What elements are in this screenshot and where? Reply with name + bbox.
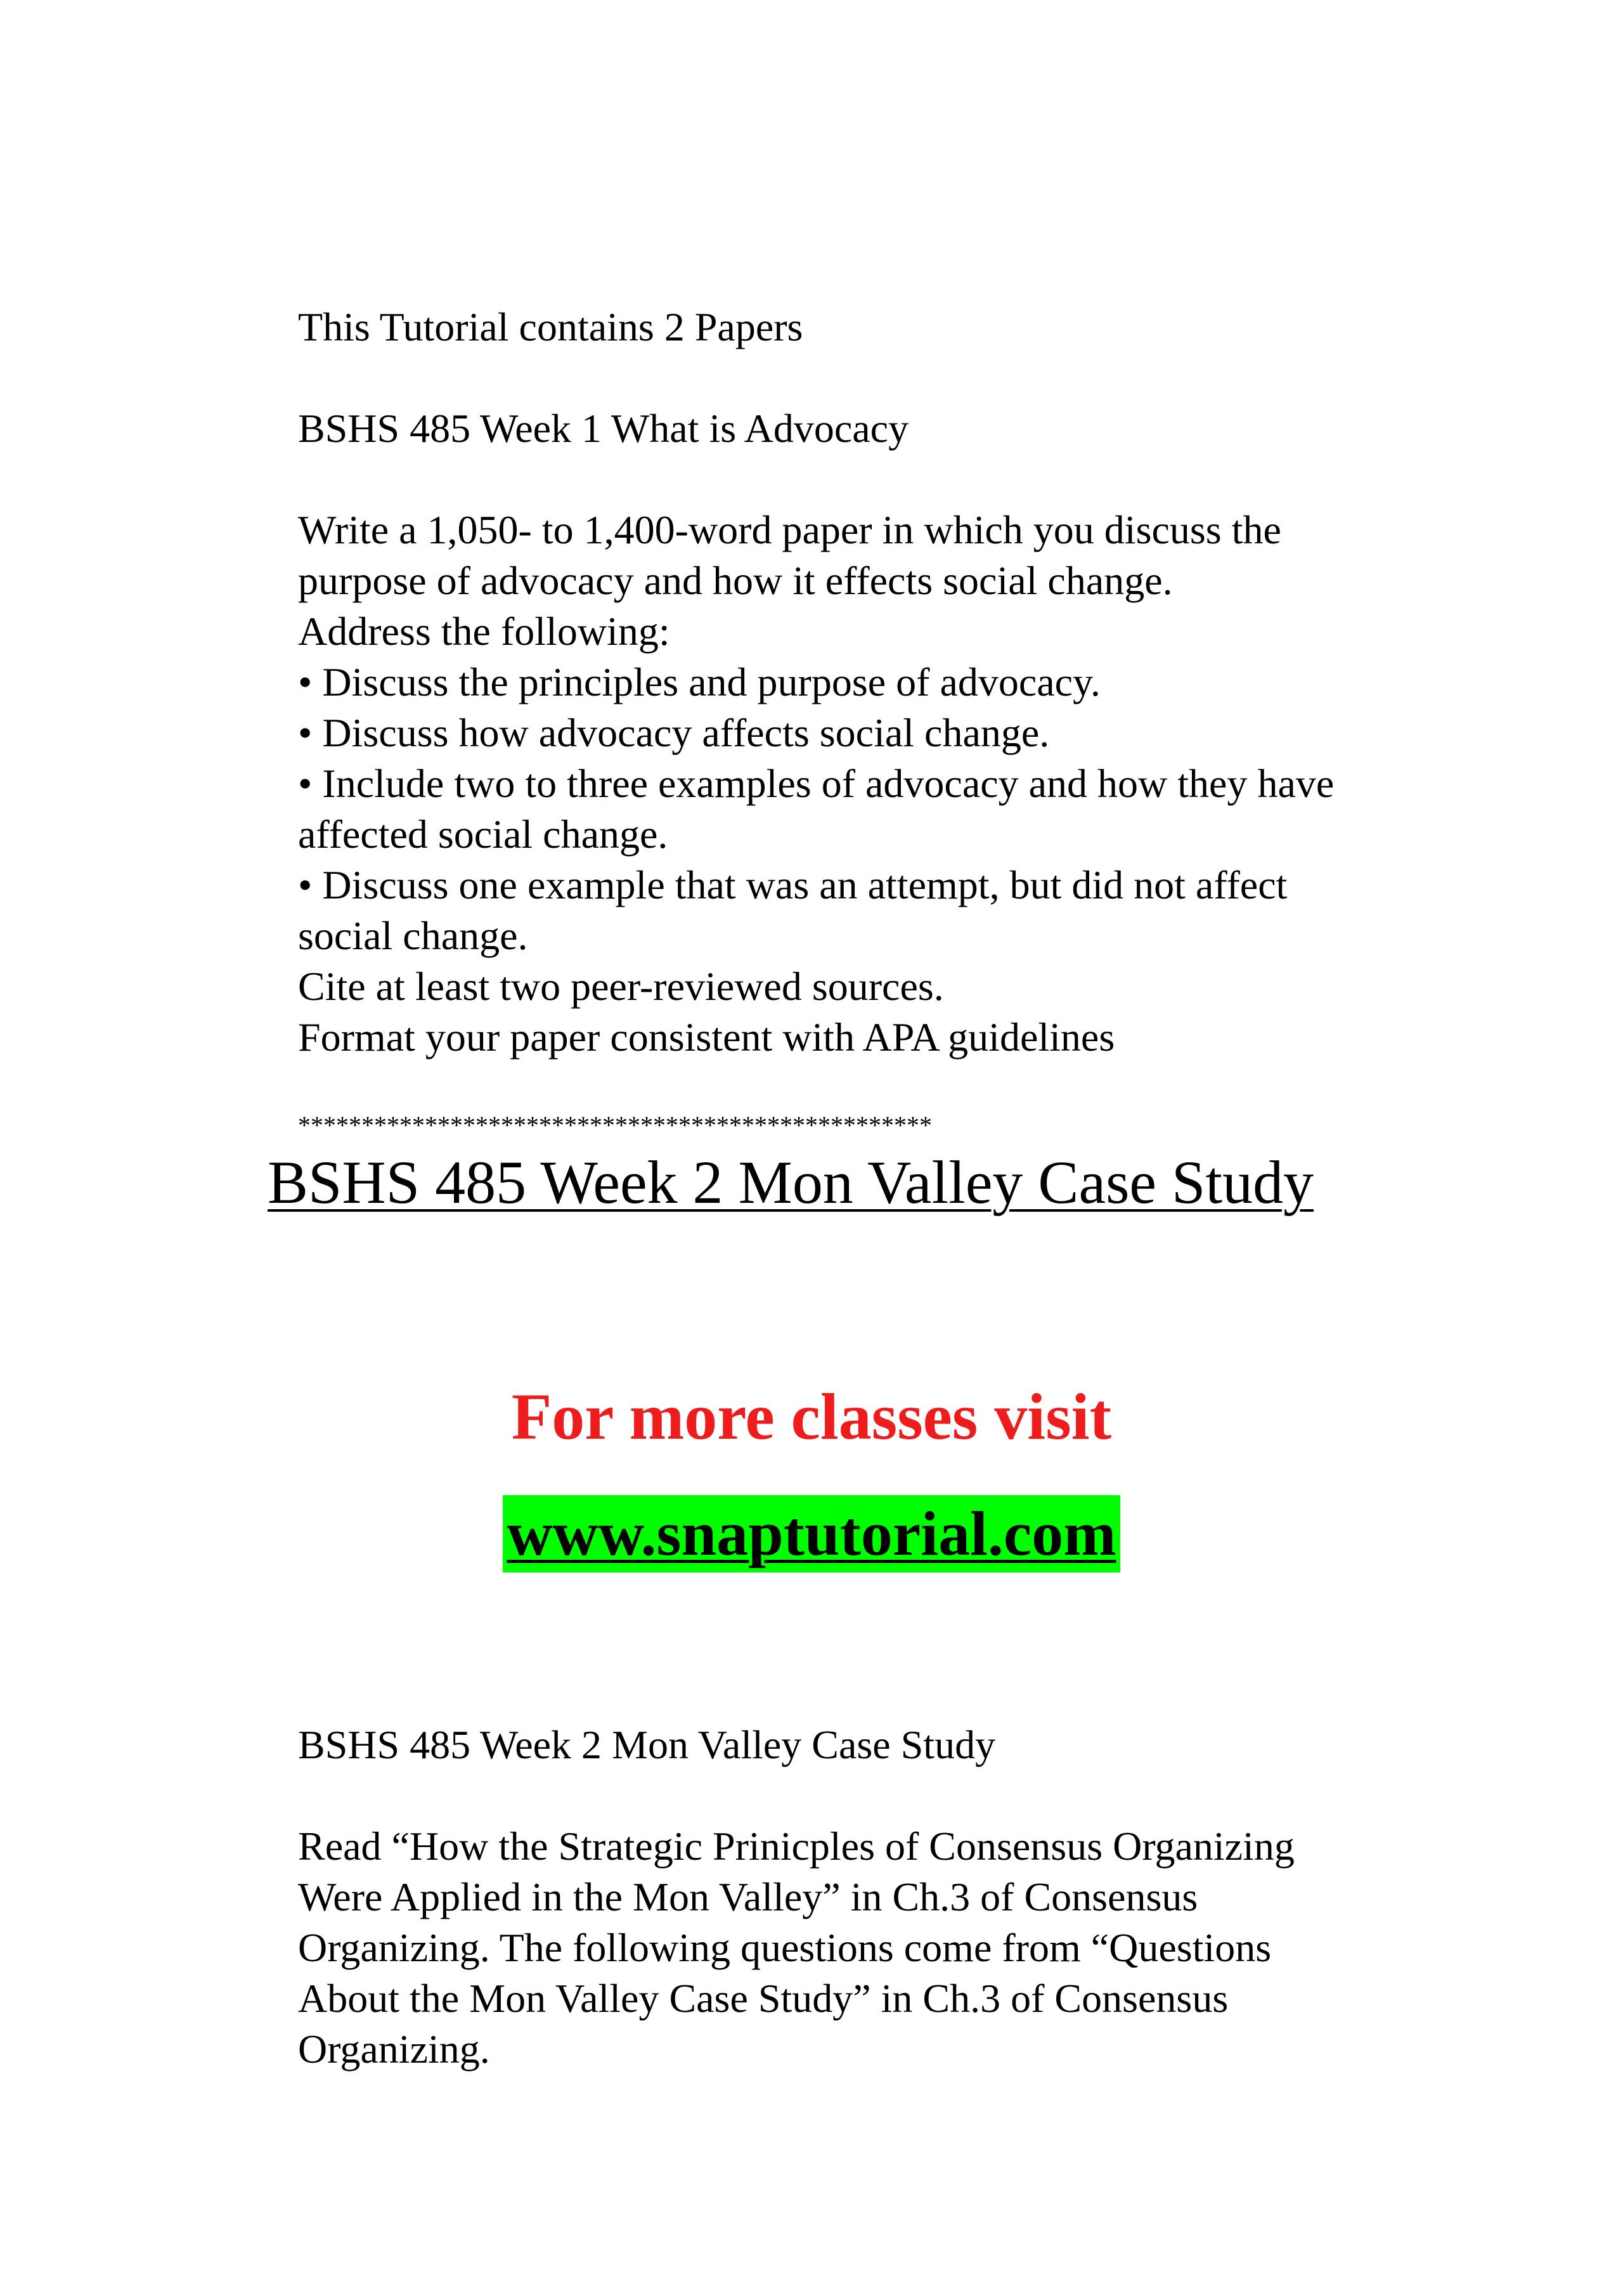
week2-line: Were Applied in the Mon Valley” in Ch.3 of Consensus — [298, 1874, 1198, 1919]
week2-heading: BSHS 485 Week 2 Mon Valley Case Study — [268, 1148, 1314, 1216]
asterisk-separator: ************************************************** — [298, 1111, 932, 1139]
week2-line: Organizing. The following questions come from “Questions — [298, 1925, 1272, 1970]
week1-line: Write a 1,050- to 1,400-word paper in which you discuss the — [298, 507, 1281, 552]
promo-text: For more classes visit — [511, 1380, 1112, 1453]
week1-line: purpose of advocacy and how it effects social change. — [298, 558, 1173, 603]
promo-link-container — [0, 1495, 1623, 1573]
intro-line: This Tutorial contains 2 Papers — [298, 304, 803, 349]
week2-line: Read “How the Strategic Prinicples of Consensus Organizing — [298, 1824, 1295, 1869]
week1-line: Format your paper consistent with APA guidelines — [298, 1015, 1115, 1060]
week1-bullet: • Include two to three examples of advocacy and how they have — [298, 761, 1335, 806]
week1-line: Address the following: — [298, 609, 670, 654]
week1-body — [298, 505, 1503, 1063]
week1-title: BSHS 485 Week 1 What is Advocacy — [298, 406, 909, 451]
week1-bullet: • Discuss how advocacy affects social change. — [298, 710, 1050, 755]
week1-line: Cite at least two peer-reviewed sources. — [298, 964, 944, 1009]
week1-line: social change. — [298, 913, 528, 958]
week2-line: Organizing. — [298, 2027, 490, 2072]
week1-line: affected social change. — [298, 812, 668, 857]
week1-bullet: • Discuss one example that was an attempt, but did not affect — [298, 862, 1288, 907]
week2-body — [298, 1821, 1503, 2075]
week2-title: BSHS 485 Week 2 Mon Valley Case Study — [298, 1722, 996, 1767]
week2-line: About the Mon Valley Case Study” in Ch.3 of Consensus — [298, 1976, 1229, 2021]
promo-link[interactable]: www.snaptutorial.com — [503, 1495, 1120, 1573]
week1-bullet: • Discuss the principles and purpose of advocacy. — [298, 659, 1101, 704]
